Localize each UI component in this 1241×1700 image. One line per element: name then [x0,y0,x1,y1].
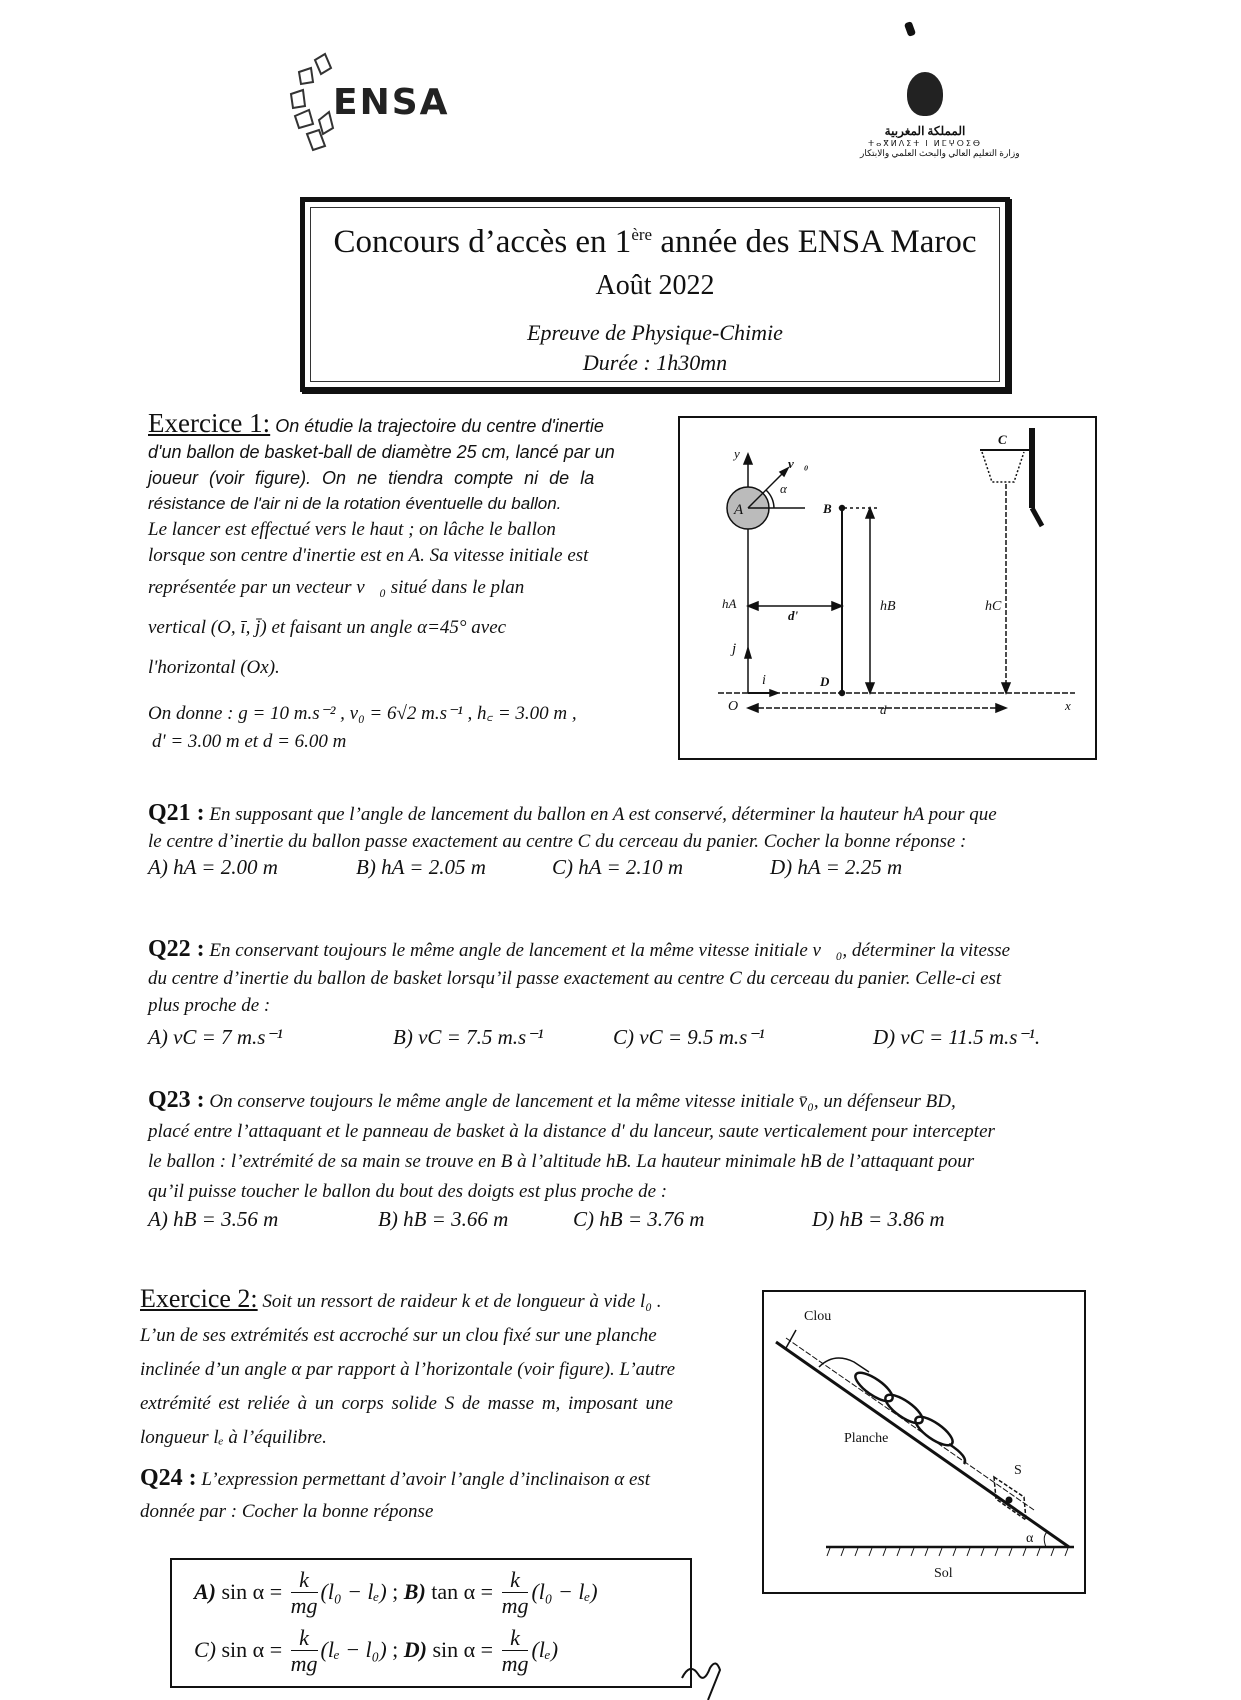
label-v0: v⃗₀ [788,456,809,471]
ground-hatch [925,1548,928,1556]
ground-hatch [911,1548,914,1556]
intro-line: inclinée d’un angle α par rapport à l’horizontale (voir figure). L’autre [140,1359,676,1380]
intro-line: On étudie la trajectoire du centre d'inertie [275,416,604,436]
label-hc: hC [985,599,1002,614]
question-text-line: placé entre l’attaquant et le panneau de basket à la distance d' du lanceur, saute verticalement pour intercepter [148,1121,995,1142]
choice-d[interactable]: D) sin α = $\frac{k}{mg}$ (lₑ) [403,1625,559,1676]
label-clou: Clou [804,1309,832,1324]
label-sol: Sol [934,1566,953,1581]
ground-hatch [855,1548,858,1556]
label-a: A [734,502,744,518]
label-d-distance: d [880,702,887,717]
question-text-line: plus proche de : [148,995,271,1016]
choice-b[interactable]: B) vC = 7.5 m.s⁻¹ [393,1025,544,1049]
choice-d[interactable]: D) hA = 2.25 m [770,855,903,879]
question-text-line: En conservant toujours le même angle de lancement et la même vitesse initiale v⃗₀, déterminer la vitesse [209,940,1011,961]
intro-line: joueur (voir figure). On ne tiendra compte ni de la [148,468,595,488]
inclined-plane-figure [762,1290,1086,1594]
choice-d[interactable]: D) hB = 3.86 m [812,1207,945,1231]
ensa-logo-text: ENSA [333,82,450,123]
question-text-line: En supposant que l’angle de lancement du ballon en A est conservé, déterminer la hauteur hA pour que [209,804,997,825]
choice-b[interactable]: B) tan α = $\frac{k}{mg}$ (l₀ − lₑ) [403,1567,598,1618]
label-j: j⃗ [732,641,748,657]
label-d: D [820,674,830,689]
question-text-line: donnée par : Cocher la bonne réponse [140,1501,434,1522]
ground-hatch [897,1548,900,1556]
ground-hatch [869,1548,872,1556]
label-o: O [728,699,739,714]
label-alpha: α [780,481,787,496]
choice-b[interactable]: B) hA = 2.05 m [356,855,486,879]
question-label: Q23 : [148,1087,205,1113]
choice-a[interactable]: A) hB = 3.56 m [148,1207,279,1231]
question-text-line: qu’il puisse toucher le ballon du bout des doigts est plus proche de : [148,1181,668,1202]
question-label: Q21 : [148,800,205,826]
exercise-2-intro [140,1282,760,1527]
formula-row-1 [194,1568,598,1619]
exam-title: Concours d’accès en 1ère année des ENSA Maroc [333,224,977,260]
question-text-line: le ballon : l’extrémité de sa main se trouve en B à l’altitude hB. La hauteur minimale hB de l’attaquant pour [148,1151,975,1172]
intro-line: résistance de l'air ni de la rotation éventuelle du ballon. [148,494,562,513]
ground-hatch [1037,1548,1040,1556]
choice-c[interactable]: C) hB = 3.76 m [573,1207,705,1231]
intro-line: d'un ballon de basket-ball de diamètre 25 cm, lancé par un [148,442,615,462]
question-text-line: On conserve toujours le même angle de lancement et la même vitesse initiale v̄₀, un défenseur BD, [209,1091,956,1112]
question-label: Q24 : [140,1465,197,1491]
intro-line: l'horizontal (Ox). [148,657,280,678]
choice-c[interactable]: C) sin α = $\frac{k}{mg}$ (lₑ − l₀) [194,1625,387,1676]
intro-line: Soit un ressort de raideur k et de longueur à vide l₀ . [262,1291,662,1312]
title-box [300,197,1010,392]
intro-line: vertical (O, ī, j̄) et faisant un angle α=45° avec [148,617,507,638]
intro-line: représentée par un vecteur v⃗₀ situé dans le plan [148,577,525,598]
ground-hatch [1051,1548,1054,1556]
choice-b[interactable]: B) hB = 3.66 m [378,1207,509,1231]
choice-d[interactable]: D) vC = 11.5 m.s⁻¹. [873,1025,1041,1049]
ground-hatch [981,1548,984,1556]
question-q21 [148,800,1118,885]
question-label: Q22 : [148,936,205,962]
label-c: C [998,432,1007,447]
label-s: S [1014,1463,1022,1478]
separator: ; [392,1636,399,1662]
given-values-line-2: d' = 3.00 m et d = 6.00 m [152,731,347,752]
ground-hatch [939,1548,942,1556]
ground-hatch [967,1548,970,1556]
question-text-line: L’expression permettant d’avoir l’angle d’inclinaison α est [201,1469,651,1490]
ministry-line-3: وزارة التعليم العالي والبحث العلمي والابتكار [860,148,1020,158]
ground-hatch [953,1548,956,1556]
ministry-logo [860,60,1020,170]
ground-hatch [1065,1548,1068,1556]
q24-choices-box [170,1558,692,1688]
intro-line: L’un de ses extrémités est accroché sur un clou fixé sur une planche [140,1325,657,1346]
intro-line: lorsque son centre d'inertie est en A. Sa vitesse initiale est [148,545,589,566]
exam-date: Août 2022 [595,270,715,301]
question-q23 [148,1085,1128,1237]
ground-hatch [841,1548,844,1556]
scan-mark [904,21,916,37]
question-text-line: du centre d’inertie du ballon de basket lorsqu’il passe exactement au centre C du cerceau du panier. Celle-ci est [148,968,1002,989]
label-x: x [1065,698,1071,713]
question-text-line: le centre d’inertie du ballon passe exactement au centre C du cerceau du panier. Cocher la bonne réponse : [148,831,967,852]
choice-a[interactable]: A) sin α = $\frac{k}{mg}$ (l₀ − lₑ) [194,1567,387,1618]
choice-c[interactable]: C) vC = 9.5 m.s⁻¹ [613,1025,765,1049]
question-q22 [148,935,1128,1059]
label-i: i⃗ [762,673,777,688]
choice-a[interactable]: A) hA = 2.00 m [148,855,278,879]
label-planche: Planche [844,1431,889,1446]
intro-line: longueur lₑ à l’équilibre. [140,1427,327,1448]
ground-hatch [883,1548,886,1556]
label-alpha: α [1026,1531,1034,1546]
exercise-2-heading: Exercice 2: [140,1284,258,1313]
ground-hatch [1023,1548,1026,1556]
label-y: y [734,446,740,461]
exercise-1-heading: Exercice 1: [148,408,271,438]
crest-icon [907,72,943,116]
handwritten-mark-icon [680,1660,730,1700]
exercise-1-intro [148,410,668,753]
exam-duration: Durée : 1h30mn [582,350,728,375]
given-values-line-1: On donne : g = 10 m.s⁻² , v₀ = 6√2 m.s⁻¹ , h꜀ = 3.00 m , [148,703,577,724]
ground-hatch [827,1548,830,1556]
basketball-figure [678,416,1097,760]
ground-hatch [1009,1548,1012,1556]
label-dprime: d' [788,608,799,623]
formula-row-2 [194,1626,558,1677]
choice-a[interactable]: A) vC = 7 m.s⁻¹ [148,1025,283,1049]
ground-hatch [995,1548,998,1556]
label-hb: hB [880,599,896,614]
intro-line: extrémité est reliée à un corps solide S de masse m, imposant une [140,1393,673,1414]
choice-c[interactable]: C) hA = 2.10 m [552,855,684,879]
ministry-line-1: المملكة المغربية [884,124,966,138]
separator: ; [392,1578,399,1604]
label-b: B [823,501,832,516]
ministry-line-2: ⵜⴰⴳⵍⴷⵉⵜ ⵏ ⵍⵎⵖⵔⵉⴱ [867,139,982,148]
exam-subject: Epreuve de Physique-Chimie [527,320,783,345]
label-ha: hA [722,596,737,611]
intro-line: Le lancer est effectué vers le haut ; on lâche le ballon [148,519,556,540]
